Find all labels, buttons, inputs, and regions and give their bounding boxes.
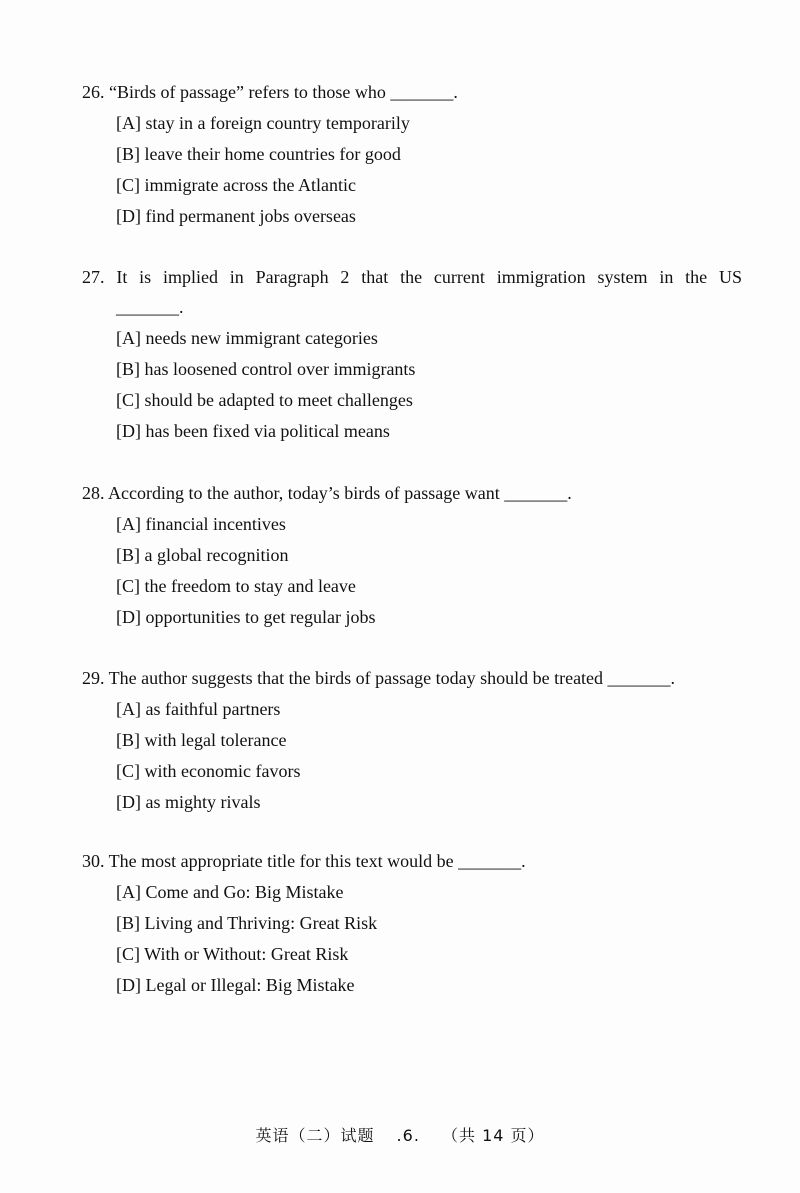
option-c: [C] With or Without: Great Risk <box>116 944 349 964</box>
question-stem: 28. According to the author, today’s birds of passage want _______. <box>82 483 572 503</box>
question-26 <box>82 77 742 232</box>
option-b: [B] Living and Thriving: Great Risk <box>116 913 378 933</box>
option-a: [A] as faithful partners <box>116 699 281 719</box>
question-stem: 30. The most appropriate title for this text would be _______. <box>82 851 526 871</box>
question-30 <box>82 846 742 1001</box>
footer-page-number: .6. <box>396 1126 420 1145</box>
footer-total-pages: （共 14 页） <box>442 1126 545 1145</box>
option-d: [D] has been fixed via political means <box>116 421 390 441</box>
option-d: [D] find permanent jobs overseas <box>116 206 356 226</box>
option-a: [A] financial incentives <box>116 514 286 534</box>
question-29 <box>82 663 742 818</box>
question-stem: 26. “Birds of passage” refers to those who _______. <box>82 82 458 102</box>
option-c: [C] the freedom to stay and leave <box>116 576 356 596</box>
option-c: [C] immigrate across the Atlantic <box>116 175 356 195</box>
option-b: [B] has loosened control over immigrants <box>116 359 416 379</box>
question-stem: 27. It is implied in Paragraph 2 that the current immigration system in the US <box>82 267 742 287</box>
option-c: [C] should be adapted to meet challenges <box>116 390 413 410</box>
option-a: [A] stay in a foreign country temporarily <box>116 113 410 133</box>
option-list <box>116 108 742 232</box>
question-27 <box>82 262 742 447</box>
option-list <box>116 509 742 633</box>
option-list <box>116 877 742 1001</box>
page-footer <box>0 1123 800 1146</box>
question-stem: 29. The author suggests that the birds of passage today should be treated _______. <box>82 668 676 688</box>
option-b: [B] leave their home countries for good <box>116 144 401 164</box>
option-d: [D] as mighty rivals <box>116 792 261 812</box>
option-list <box>116 323 742 447</box>
option-d: [D] opportunities to get regular jobs <box>116 607 376 627</box>
option-list <box>116 694 742 818</box>
question-28 <box>82 478 742 633</box>
option-c: [C] with economic favors <box>116 761 301 781</box>
option-b: [B] a global recognition <box>116 545 289 565</box>
option-a: [A] needs new immigrant categories <box>116 328 378 348</box>
option-b: [B] with legal tolerance <box>116 730 287 750</box>
option-d: [D] Legal or Illegal: Big Mistake <box>116 975 355 995</box>
answer-blank: _______. <box>116 297 184 317</box>
option-a: [A] Come and Go: Big Mistake <box>116 882 344 902</box>
footer-subject: 英语（二）试题 <box>255 1126 375 1145</box>
